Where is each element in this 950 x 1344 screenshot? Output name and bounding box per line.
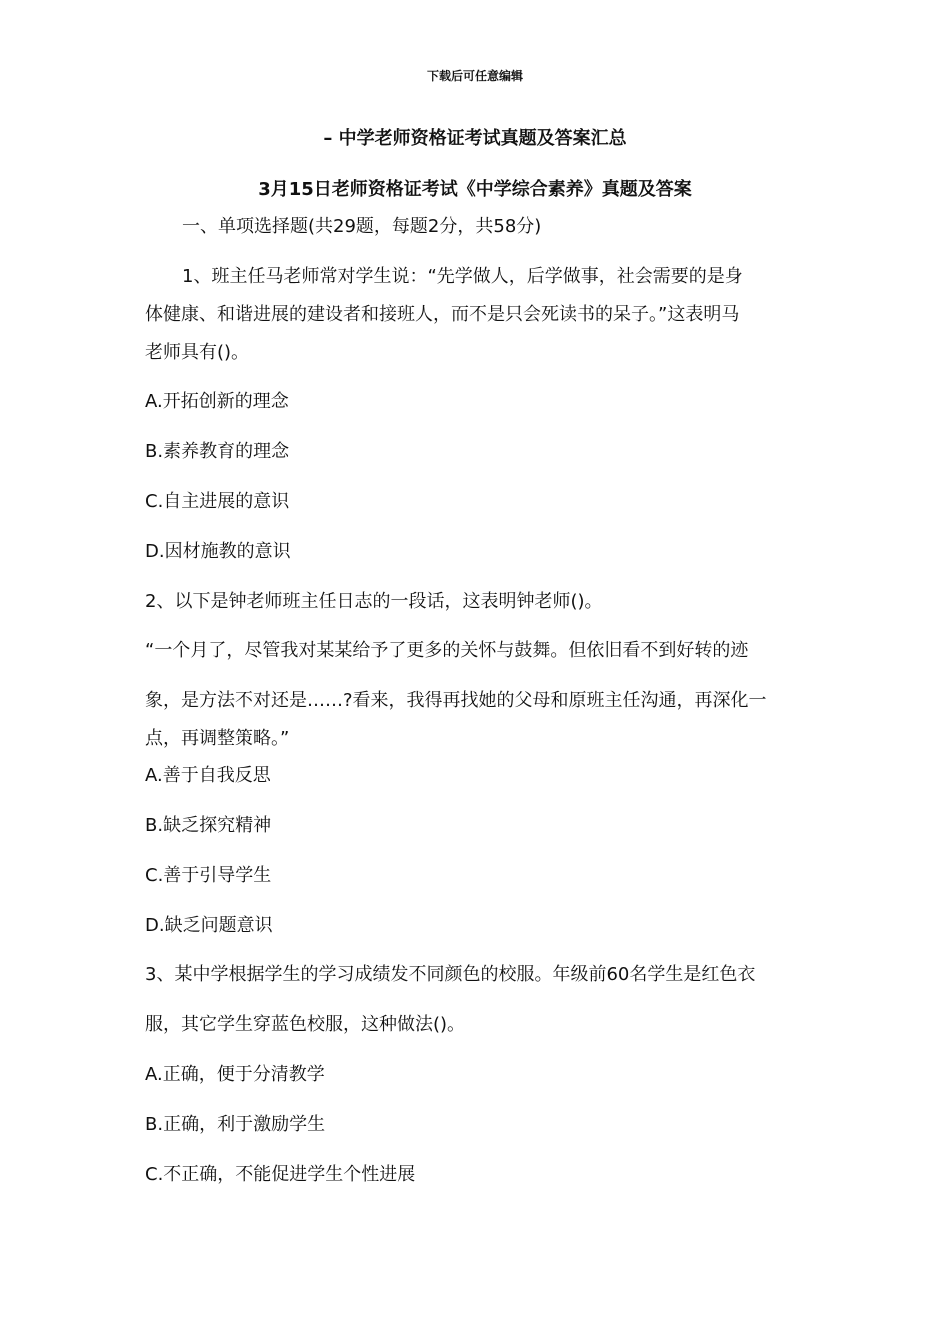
page-header-note: 下载后可任意编辑 [426,69,523,83]
q1-option-a: A.开拓创新的理念 [145,391,289,412]
q3-option-b: B.正确，利于激励学生 [145,1114,326,1135]
q2-option-c: C.善于引导学生 [145,865,272,886]
q3-option-c: C.不正确，不能促进学生个性进展 [145,1164,416,1185]
q3-option-a: A.正确，便于分清教学 [145,1064,325,1085]
q2-option-a: A.善于自我反思 [145,765,271,786]
q1-stem-line3: 老师具有()。 [145,342,250,363]
q3-stem-line1: 3、某中学根据学生的学习成绩发不同颜色的校服。年级前60名学生是红色衣 [145,964,756,985]
q2-quote-line1: “一个月了，尽管我对某某给予了更多的关怀与鼓舞。但依旧看不到好转的迹 [145,640,749,661]
q1-stem-line1: 1、班主任马老师常对学生说：“先学做人，后学做事，社会需要的是身 [182,266,743,287]
q2-stem: 2、以下是钟老师班主任日志的一段话，这表明钟老师()。 [145,591,603,612]
section-heading: 一、单项选择题(共29题，每题2分，共58分) [182,216,542,237]
q1-option-d: D.因材施教的意识 [145,541,291,562]
document-title: – 中学老师资格证考试真题及答案汇总 [323,128,627,149]
q1-stem-line2: 体健康、和谐进展的建设者和接班人，而不是只会死读书的呆子。”这表明马 [145,304,740,325]
q2-quote-line3: 点，再调整策略。” [145,728,290,749]
q2-option-d: D.缺乏问题意识 [145,915,273,936]
q2-option-b: B.缺乏探究精神 [145,815,272,836]
q2-quote-line2: 象，是方法不对还是……?看来，我得再找她的父母和原班主任沟通，再深化一 [145,690,767,711]
q3-stem-line2: 服，其它学生穿蓝色校服，这种做法()。 [145,1014,466,1035]
q1-option-b: B.素养教育的理念 [145,441,290,462]
document-subtitle: 3月15日老师资格证考试《中学综合素养》真题及答案 [258,179,692,200]
q1-option-c: C.自主进展的意识 [145,491,290,512]
